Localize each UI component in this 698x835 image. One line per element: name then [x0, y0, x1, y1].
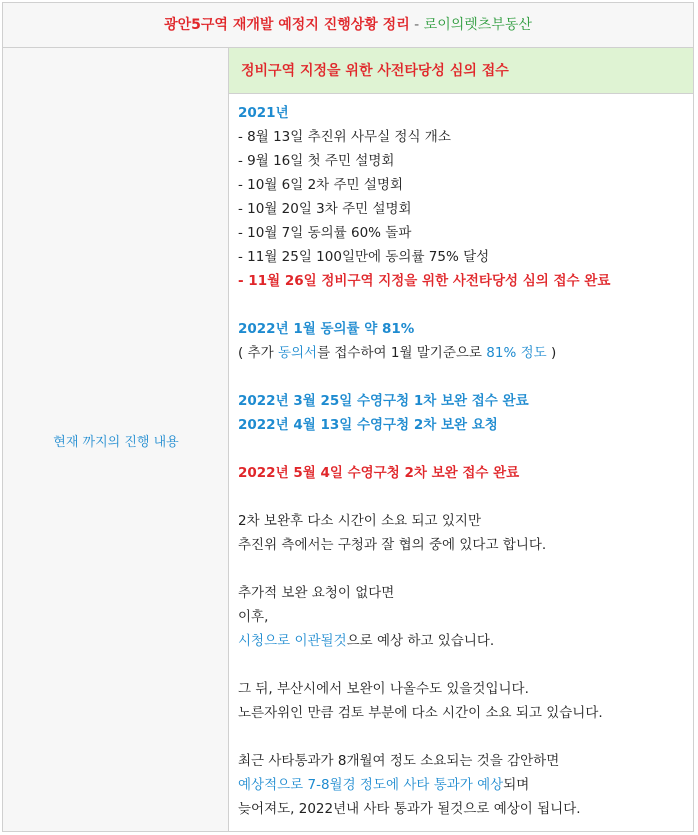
paragraph-line: 최근 사타통과가 8개월여 정도 소요되는 것을 감안하면 [238, 753, 560, 769]
forecast-highlight: 예상적으로 7-8월경 정도에 사타 통과가 예상 [238, 777, 504, 793]
side-label-cell [3, 48, 229, 831]
paragraph-text: 으로 예상 하고 있습니다. [346, 633, 495, 649]
event-item: - 8월 13일 추진위 사무실 정식 개소 [238, 129, 451, 145]
paragraph-line [238, 629, 688, 653]
section-title: 정비구역 지정을 위한 사전타당성 심의 접수 [229, 48, 693, 94]
title-separator: - [409, 17, 424, 33]
consent-heading: 2022년 1월 동의률 약 81% [238, 321, 415, 337]
consent-rate-highlight: 81% 정도 [486, 345, 547, 361]
consent-note-text: ( 추가 [238, 345, 278, 361]
consent-note [238, 341, 688, 365]
year-heading: 2021년 [238, 105, 289, 121]
paragraph-line: 2차 보완후 다소 시간이 소요 되고 있지만 [238, 513, 481, 529]
consent-doc-highlight: 동의서 [277, 345, 318, 361]
paragraph-text: 되며 [503, 777, 530, 793]
transfer-highlight: 시청으로 이관될것 [238, 633, 347, 649]
paragraph-line: 추진위 측에서는 구청과 잘 협의 중에 있다고 합니다. [238, 537, 547, 553]
progress-content [238, 101, 688, 821]
event-highlight: - 11월 26일 정비구역 지정을 위한 사전타당성 심의 접수 완료 [238, 273, 611, 289]
event-item: - 9월 16일 첫 주민 설명회 [238, 153, 395, 169]
milestone-may: 2022년 5월 4일 수영구청 2차 보완 접수 완료 [238, 465, 520, 481]
milestone-mar: 2022년 3월 25일 수영구청 1차 보완 접수 완료 [238, 393, 529, 409]
source-name: 로이의렛츠부동산 [423, 17, 532, 33]
paragraph-line: 그 뒤, 부산시에서 보완이 나올수도 있을것입니다. [238, 681, 529, 697]
paragraph-line: 늦어져도, 2022년내 사타 통과가 될것으로 예상이 됩니다. [238, 801, 581, 817]
consent-note-text: 를 접수하여 1월 말기준으로 [317, 345, 487, 361]
paragraph-line: 추가적 보완 요청이 없다면 [238, 585, 395, 601]
milestone-apr: 2022년 4월 13일 수영구청 2차 보완 요청 [238, 417, 498, 433]
consent-note-text: ) [546, 345, 557, 361]
event-item: - 10월 7일 동의률 60% 돌파 [238, 225, 412, 241]
event-item: - 10월 20일 3차 주민 설명회 [238, 201, 412, 217]
paragraph-line [238, 773, 688, 797]
event-item: - 11월 25일 100일만에 동의률 75% 달성 [238, 249, 490, 265]
paragraph-line: 노른자위인 만큼 검토 부분에 다소 시간이 소요 되고 있습니다. [238, 705, 603, 721]
paragraph-line: 이후, [238, 609, 269, 625]
event-item: - 10월 6일 2차 주민 설명회 [238, 177, 404, 193]
page-title: 광안5구역 재개발 예정지 진행상황 정리 [164, 17, 410, 33]
progress-label: 현재 까지의 진행 내용 [53, 435, 179, 450]
title-row [3, 3, 693, 48]
